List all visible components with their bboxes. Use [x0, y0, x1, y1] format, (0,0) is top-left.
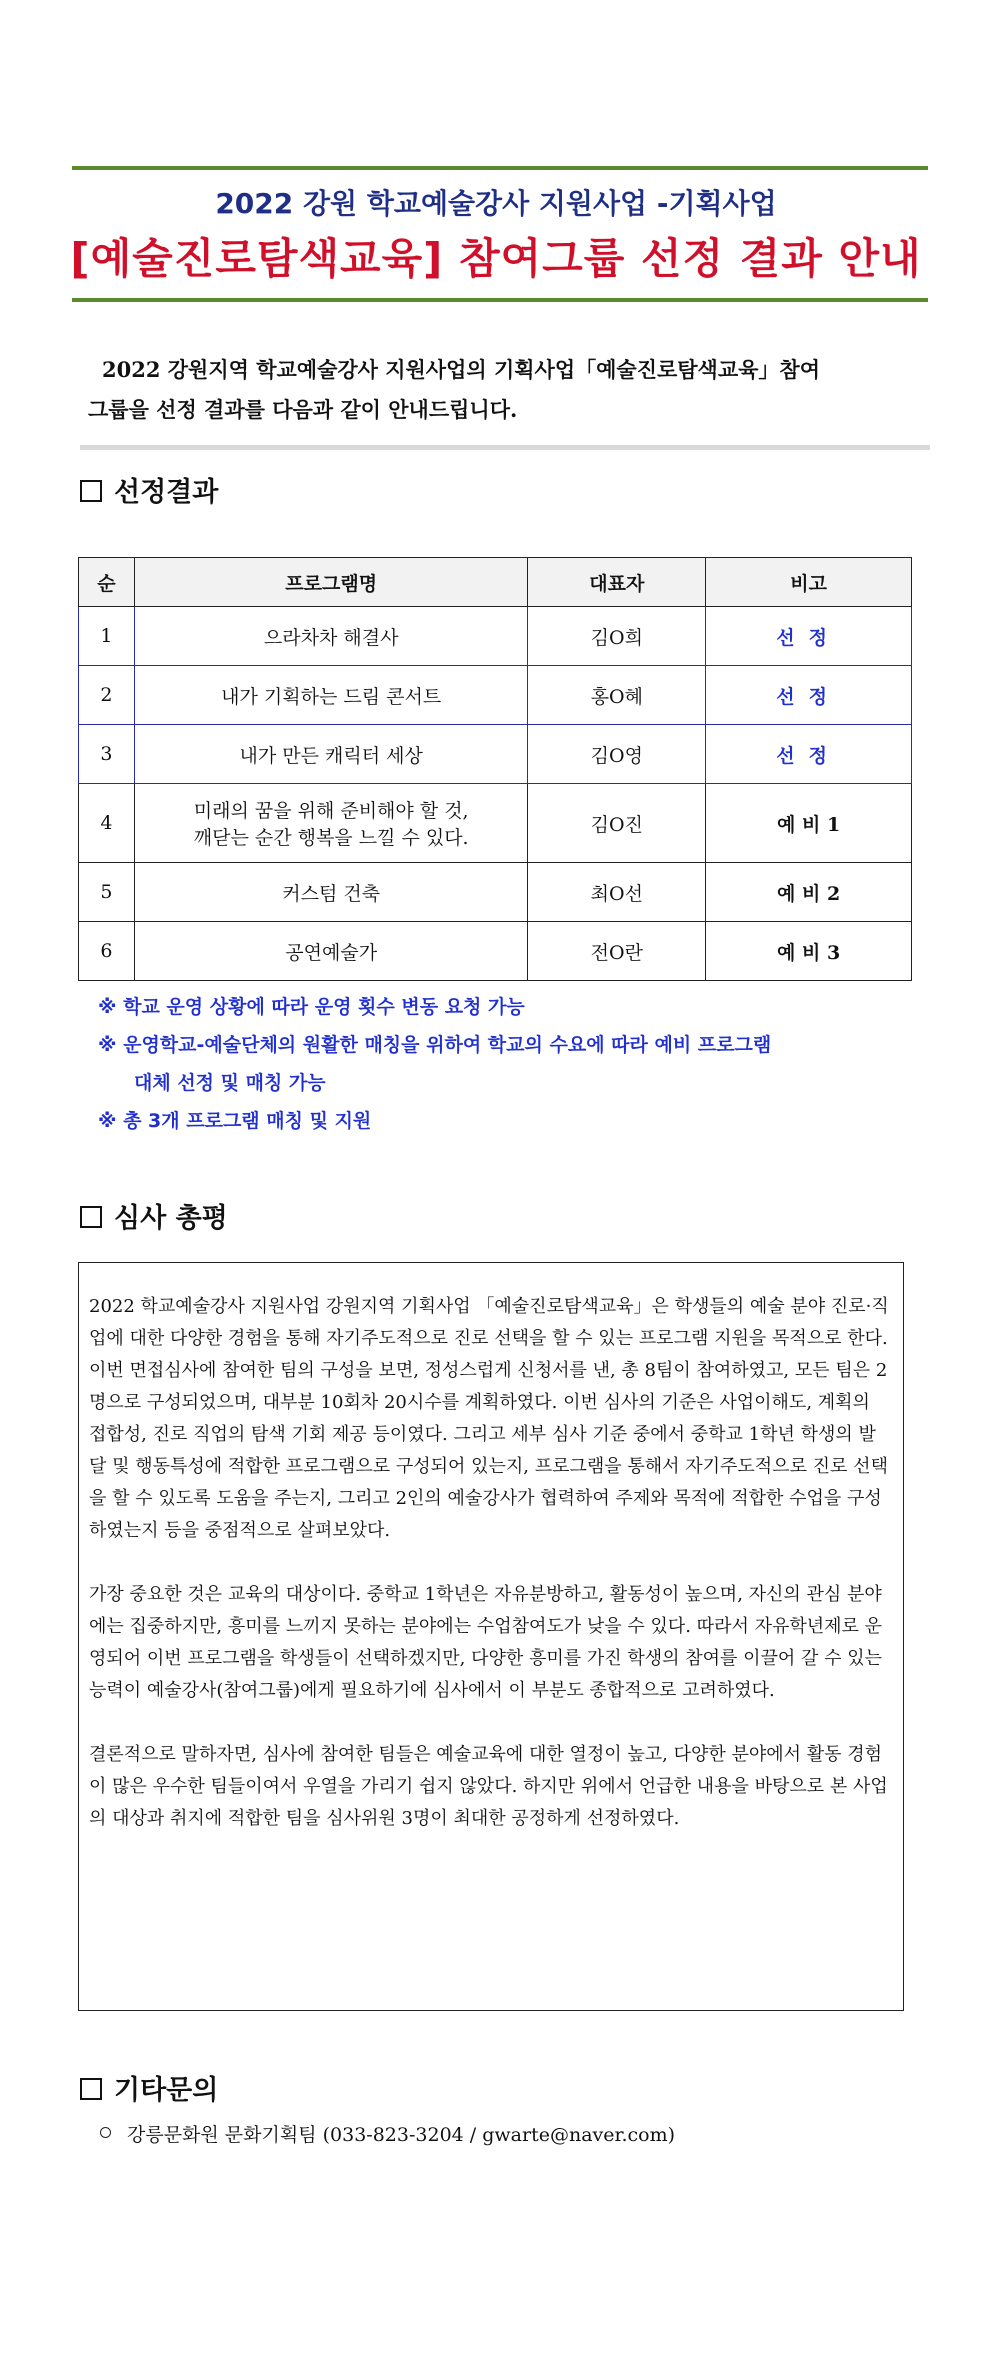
note-2-continued: 대체 선정 및 매칭 가능 [134, 1072, 326, 1094]
cell-note: 예 비 2 [706, 863, 912, 922]
checkbox-square-icon [80, 2078, 102, 2100]
selection-notes [98, 988, 918, 1140]
table-row [79, 607, 912, 666]
cell-program-line-2: 깨닫는 순간 행복을 느낄 수 있다. [193, 827, 469, 849]
note-1: ※ 학교 운영 상황에 따라 운영 횟수 변동 요청 가능 [98, 996, 525, 1018]
table-row [79, 725, 912, 784]
cell-program: 공연예술가 [134, 922, 527, 981]
cell-no: 4 [79, 784, 135, 863]
review-paragraph-3: 결론적으로 말하자면, 심사에 참여한 팀들은 예술교육에 대한 열정이 높고, 다양한 분야에서 활동 경험이 많은 우수한 팀들이여서 우열을 가리기 쉽지 않았다. 하지만 위에서 언급한 내용을 바탕으로 본 사업의 대상과 취지에 적합한 팀을 심사위원 3명이 최대한 공정하게 선정하였다. [89, 1744, 888, 1829]
cell-rep: 김O영 [528, 725, 706, 784]
cell-no: 5 [79, 863, 135, 922]
table-row [79, 922, 912, 981]
cell-rep: 최O선 [528, 863, 706, 922]
header-top-rule [72, 166, 928, 170]
cell-no: 2 [79, 666, 135, 725]
cell-note: 선정 [706, 607, 912, 666]
table-row [79, 784, 912, 863]
checkbox-square-icon [80, 480, 102, 502]
intro-line-2: 그룹을 선정 결과를 다음과 같이 안내드립니다. [88, 397, 518, 422]
col-header-rep: 대표자 [528, 558, 706, 607]
note-2: ※ 운영학교-예술단체의 원활한 매칭을 위하여 학교의 수요에 따라 예비 프로그램 [98, 1034, 772, 1056]
cell-no: 3 [79, 725, 135, 784]
table-row [79, 666, 912, 725]
contact-text: 강릉문화원 문화기획팀 (033-823-3204 / gwarte@naver.com) [127, 2124, 676, 2146]
col-header-note: 비고 [706, 558, 912, 607]
cell-program-line-1: 미래의 꿈을 위해 준비해야 할 것, [193, 800, 469, 822]
cell-note: 예 비 1 [706, 784, 912, 863]
cell-note: 선정 [706, 666, 912, 725]
cell-note: 선정 [706, 725, 912, 784]
title-line-1: 2022 강원 학교예술강사 지원사업 -기획사업 [215, 187, 777, 220]
checkbox-square-icon [80, 1206, 102, 1228]
cell-rep: 홍O혜 [528, 666, 706, 725]
table-row [79, 863, 912, 922]
bullet-circle-icon [100, 2127, 111, 2138]
contact-line [100, 2120, 675, 2147]
cell-rep: 전O란 [528, 922, 706, 981]
cell-program: 커스텀 건축 [134, 863, 527, 922]
cell-program: 내가 만든 캐릭터 세상 [134, 725, 527, 784]
col-header-no: 순 [79, 558, 135, 607]
cell-program [134, 784, 527, 863]
note-3: ※ 총 3개 프로그램 매칭 및 지원 [98, 1110, 372, 1132]
results-table [78, 557, 912, 981]
intro-paragraph [88, 350, 928, 430]
cell-note: 예 비 3 [706, 922, 912, 981]
title-line-2: [예술진로탐색교육] 참여그룹 선정 결과 안내 [70, 234, 922, 283]
table-header-row [79, 558, 912, 607]
col-header-program: 프로그램명 [134, 558, 527, 607]
cell-program: 으라차차 해결사 [134, 607, 527, 666]
cell-program: 내가 기획하는 드림 콘서트 [134, 666, 527, 725]
cell-rep: 김O진 [528, 784, 706, 863]
cell-no: 6 [79, 922, 135, 981]
review-box [78, 1262, 904, 2011]
section-review-heading: 심사 총평 [80, 1196, 228, 1235]
cell-rep: 김O희 [528, 607, 706, 666]
review-paragraph-1: 2022 학교예술강사 지원사업 강원지역 기획사업 「예술진로탐색교육」은 학생들의 예술 분야 진로·직업에 대한 다양한 경험을 통해 자기주도적으로 진로 선택을 할 수 있는 프로그램 지원을 목적으로 한다. 이번 면접심사에 참여한 팀의 구성을 보면, 정성스럽게 신청서를 낸, 총 8팀이 참여하였고, 모든 팀은 2명으로 구성되었으며, 대부분 10회차 20시수를 계획하였다. 이번 심사의 기준은 사업이해도, 계획의 접합성, 진로 직업의 탐색 기회 제공 등이였다. 그리고 세부 심사 기준 중에서 중학교 1학년 학생의 발달 및 행동특성에 적합한 프로그램으로 구성되어 있는지, 프로그램을 통해서 자기주도적으로 진로 선택을 할 수 있도록 도움을 주는지, 그리고 2인의 예술강사가 협력하여 주제와 목적에 적합한 수업을 구성하였는지 등을 중점적으로 살펴보았다. [89, 1296, 889, 1541]
section-results-heading: 선정결과 [80, 470, 218, 509]
intro-line-1: 2022 강원지역 학교예술강사 지원사업의 기획사업「예술진로탐색교육」참여 [102, 357, 820, 382]
intro-divider [80, 445, 930, 450]
section-contact-heading: 기타문의 [80, 2068, 218, 2107]
review-paragraph-2: 가장 중요한 것은 교육의 대상이다. 중학교 1학년은 자유분방하고, 활동성이 높으며, 자신의 관심 분야에는 집중하지만, 흥미를 느끼지 못하는 분야에는 수업참여도가 낮을 수 있다. 따라서 자유학년제로 운영되어 이번 프로그램을 학생들이 선택하겠지만, 다양한 흥미를 가진 학생의 참여를 이끌어 갈 수 있는 능력이 예술강사(참여그룹)에게 필요하기에 심사에서 이 부분도 종합적으로 고려하였다. [89, 1584, 883, 1701]
header-bottom-rule [72, 298, 928, 302]
cell-no: 1 [79, 607, 135, 666]
